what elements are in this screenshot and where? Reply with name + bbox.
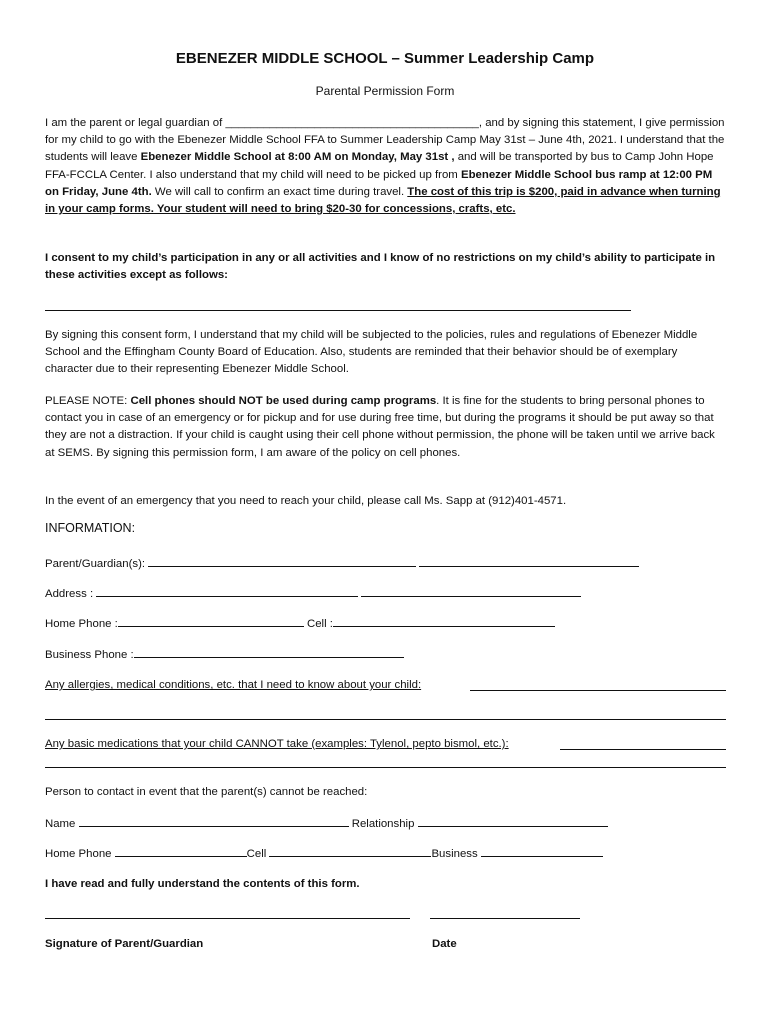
intro-pickup: Ebenezer Middle School bus ramp at 12:00 PM on Friday, June 4th. xyxy=(45,168,713,198)
cell-phone-note xyxy=(45,393,725,462)
intro-text-e: We will call to confirm an exact time during travel. xyxy=(151,185,408,198)
contact-home-phone-label: Home Phone xyxy=(45,848,115,860)
restrictions-line[interactable] xyxy=(45,310,631,311)
medications-field-2[interactable] xyxy=(45,767,726,768)
medications-field-1[interactable] xyxy=(560,749,726,750)
emergency-contact-text: In the event of an emergency that you need to reach your child, please call Ms. Sapp at (912)401-4571. xyxy=(45,495,567,507)
information-heading: INFORMATION: xyxy=(45,521,136,535)
intro-departure: Ebenezer Middle School at 8:00 AM on Monday, May 31st , xyxy=(140,151,455,164)
policy-paragraph: By signing this consent form, I understand that my child will be subjected to the policies, rules and regulations of Ebenezer Middle School and the Effingham County Board of Education. Also, students are reminded that their behavior should be of exemplary character due to their representing Ebenezer Middle School. xyxy=(45,329,698,376)
cell-label: Cell : xyxy=(303,618,333,630)
parent-guardian-2-field[interactable] xyxy=(419,555,639,567)
parent-guardian-1-field[interactable] xyxy=(148,555,416,567)
parent-guardian-row xyxy=(45,555,639,572)
contact-cell-field[interactable] xyxy=(269,845,431,857)
contact-business-label: Business xyxy=(431,848,481,860)
contact-name-field[interactable] xyxy=(79,815,349,827)
parent-guardian-label: Parent/Guardian(s): xyxy=(45,558,149,570)
contact-cell-label: Cell xyxy=(246,848,270,860)
business-phone-label: Business Phone : xyxy=(45,649,134,661)
allergies-label: Any allergies, medical conditions, etc. that I need to know about your child: xyxy=(45,679,422,691)
home-phone-label: Home Phone : xyxy=(45,618,118,630)
address-field-2[interactable] xyxy=(361,585,581,597)
cell-field[interactable] xyxy=(333,615,555,627)
form-title: EBENEZER MIDDLE SCHOOL – Summer Leadership Camp xyxy=(175,50,595,67)
contact-name-row xyxy=(45,815,608,832)
contact-phone-row xyxy=(45,845,603,862)
home-phone-field[interactable] xyxy=(118,615,304,627)
allergies-field-1[interactable] xyxy=(470,690,726,691)
consent-statement: I consent to my child’s participation in any or all activities and I know of no restrictions on my child’s ability to participate in these activities except as follows: xyxy=(45,252,716,282)
business-phone-field[interactable] xyxy=(134,646,404,658)
address-label: Address : xyxy=(45,588,97,600)
acknowledgement: I have read and fully understand the contents of this form. xyxy=(45,878,360,890)
address-row xyxy=(45,585,581,602)
contact-home-phone-field[interactable] xyxy=(115,845,247,857)
intro-text-c: and will be transported by bus to Camp John Hope FFA-FCCLA Center. I also understand that my child will need to be picked up from xyxy=(45,151,714,181)
contact-heading: Person to contact in event that the parent(s) cannot be reached: xyxy=(45,786,368,798)
signature-line[interactable] xyxy=(45,918,410,919)
form-subtitle: Parental Permission Form xyxy=(315,84,455,98)
date-line[interactable] xyxy=(430,918,580,919)
medications-label: Any basic medications that your child CANNOT take (examples: Tylenol, pepto bismol, etc.): xyxy=(45,738,509,750)
contact-business-field[interactable] xyxy=(481,845,603,857)
allergies-field-2[interactable] xyxy=(45,719,726,720)
business-phone-row xyxy=(45,646,404,663)
date-label: Date xyxy=(432,938,457,950)
contact-name-label: Name xyxy=(45,818,79,830)
note-prefix: PLEASE NOTE: xyxy=(45,395,131,407)
phone-row xyxy=(45,615,555,632)
note-bold: Cell phones should NOT be used during camp programs xyxy=(130,395,437,407)
intro-paragraph xyxy=(45,115,725,218)
note-rest: . It is fine for the students to bring personal phones to contact you in case of an emergency or for pickup and for use during free time, but during the programs it should be put away so that they are not a distraction. If your child is caught using their cell phone without permission, the phone will be taken until we arrive back at SEMS. By signing this permission form, I am aware of the policy on cell phones. xyxy=(45,395,715,459)
intro-cost: The cost of this trip is $200, paid in advance when turning in your camp forms. Your student will need to bring $20-30 for concessions, crafts, etc. xyxy=(45,185,721,216)
address-field-1[interactable] xyxy=(96,585,358,597)
signature-label: Signature of Parent/Guardian xyxy=(45,938,204,950)
relationship-field[interactable] xyxy=(418,815,608,827)
relationship-label: Relationship xyxy=(348,818,418,830)
intro-text-a: I am the parent or legal guardian of ________________________________________, and by signing this statement, I give permission for my child to go with the Ebenezer Middle School FFA to Summer Leadership Camp May 31st – June 4th, 2021. I understand that the students will leave xyxy=(45,117,725,164)
